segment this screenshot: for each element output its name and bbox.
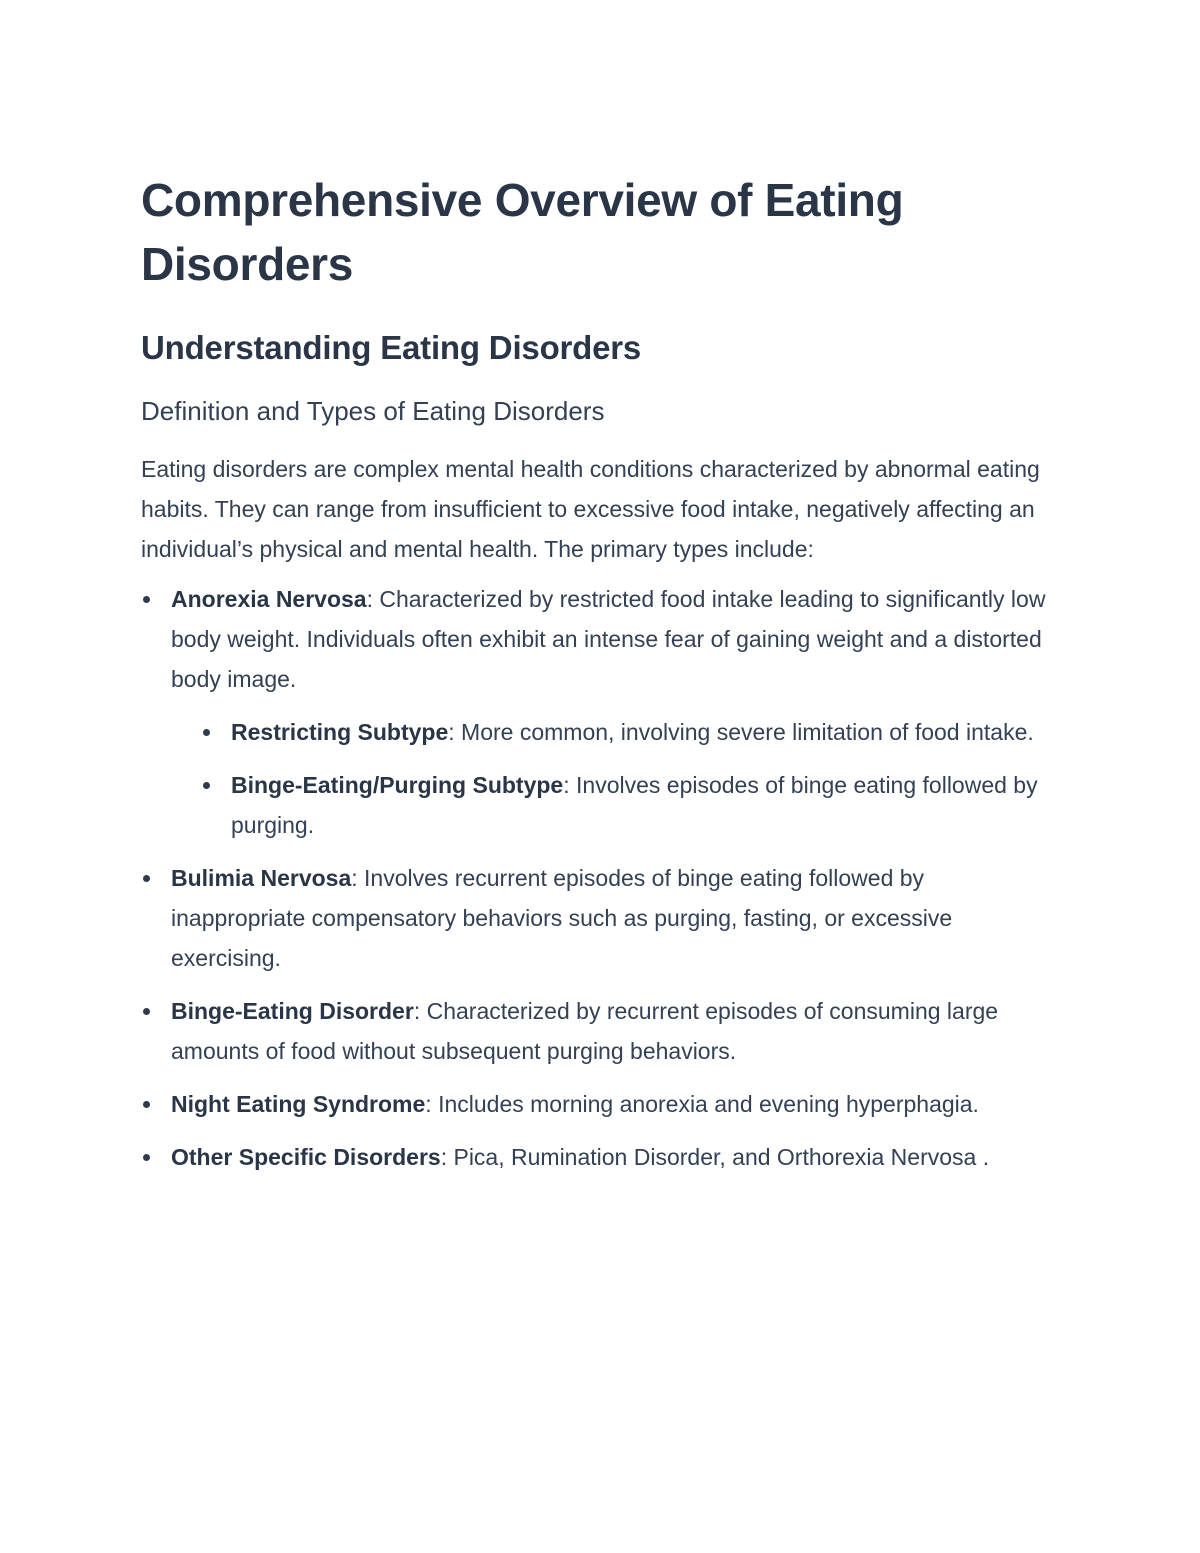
list-item-term: Bulimia Nervosa	[171, 865, 352, 891]
bullet-icon	[143, 596, 150, 603]
list-item-description: : Pica, Rumination Disorder, and Orthorexia Nervosa .	[440, 1144, 990, 1170]
list-item-anorexia	[141, 579, 1061, 845]
anorexia-subtypes-list	[171, 712, 1061, 845]
list-item-restricting-subtype	[201, 712, 1061, 752]
list-item-term: Anorexia Nervosa	[171, 586, 367, 612]
list-item-description: : Involves episodes of binge eating followed by purging.	[231, 772, 1038, 838]
document-page	[141, 168, 1061, 1190]
list-item-bulimia	[141, 858, 1061, 978]
list-item-term: Binge-Eating Disorder	[171, 998, 414, 1024]
list-item-term: Other Specific Disorders	[171, 1144, 441, 1170]
list-item-description: : Involves recurrent episodes of binge eating followed by inappropriate compensatory behaviors such as purging, fasting, or excessive exercising.	[171, 865, 953, 971]
bullet-icon	[143, 1154, 150, 1161]
list-item-binge-eating-disorder	[141, 991, 1061, 1071]
bullet-icon	[203, 782, 210, 789]
section-heading: Understanding Eating Disorders	[141, 329, 642, 366]
intro-paragraph: Eating disorders are complex mental health conditions characterized by abnormal eating habits. They can range from insufficient to excessive food intake, negatively affecting an individual’s physical and mental health. The primary types include:	[141, 456, 1040, 562]
bullet-icon	[143, 1008, 150, 1015]
list-item-description: : Characterized by restricted food intake leading to significantly low body weight. Individuals often exhibit an intense fear of gaining weight and a distorted body image.	[171, 586, 1046, 692]
list-item-description: : Includes morning anorexia and evening hyperphagia.	[425, 1091, 979, 1117]
bullet-icon	[143, 875, 150, 882]
bullet-icon	[143, 1101, 150, 1108]
list-item-description: : Characterized by recurrent episodes of consuming large amounts of food without subsequent purging behaviors.	[171, 998, 999, 1064]
list-item-night-eating	[141, 1084, 1061, 1124]
list-item-binge-purging-subtype	[201, 765, 1061, 845]
disorder-types-list	[141, 579, 1061, 1177]
bullet-icon	[203, 729, 210, 736]
list-item-description: : More common, involving severe limitation of food intake.	[448, 719, 1034, 745]
document-title: Comprehensive Overview of Eating Disorders	[141, 174, 904, 290]
list-item-term: Restricting Subtype	[231, 719, 449, 745]
list-item-other-disorders	[141, 1137, 1061, 1177]
list-item-term: Night Eating Syndrome	[171, 1091, 426, 1117]
subsection-heading: Definition and Types of Eating Disorders	[141, 396, 605, 426]
list-item-term: Binge-Eating/Purging Subtype	[231, 772, 564, 798]
